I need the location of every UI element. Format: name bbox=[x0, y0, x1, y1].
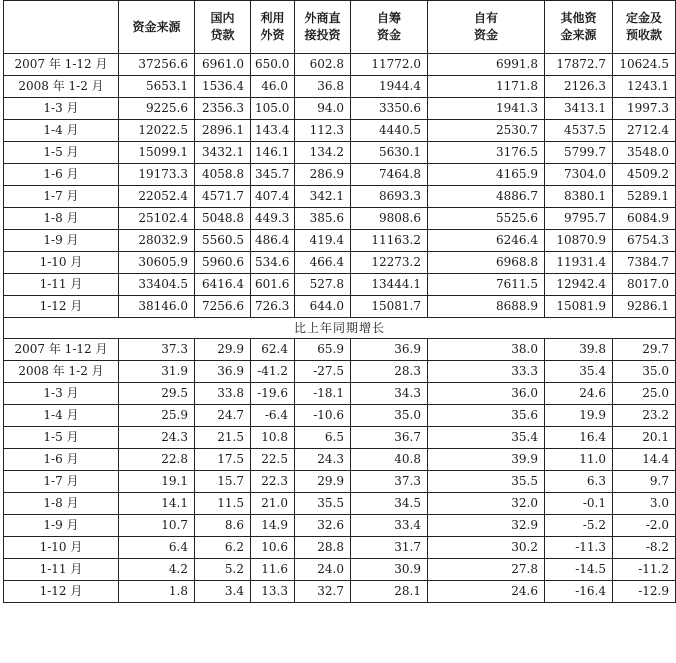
table-cell: 28.1 bbox=[351, 581, 428, 603]
table-cell: 6.5 bbox=[295, 427, 351, 449]
table-cell: 62.4 bbox=[251, 339, 295, 361]
table-cell: 407.4 bbox=[251, 186, 295, 208]
table-cell: 9286.1 bbox=[613, 296, 676, 318]
row-label: 1-5 月 bbox=[4, 142, 119, 164]
table-cell: 29.9 bbox=[295, 471, 351, 493]
table-body-growth bbox=[4, 339, 676, 603]
table-row bbox=[4, 186, 676, 208]
table-cell: 11.5 bbox=[195, 493, 251, 515]
table-cell: 601.6 bbox=[251, 274, 295, 296]
table-cell: 5525.6 bbox=[428, 208, 545, 230]
row-label: 1-9 月 bbox=[4, 515, 119, 537]
table-cell: 1944.4 bbox=[351, 76, 428, 98]
table-cell: 35.0 bbox=[613, 361, 676, 383]
table-cell: 14.1 bbox=[119, 493, 195, 515]
table-row bbox=[4, 120, 676, 142]
row-label: 1-12 月 bbox=[4, 581, 119, 603]
table-row bbox=[4, 208, 676, 230]
row-label: 2008 年 1-2 月 bbox=[4, 361, 119, 383]
table-cell: 7384.7 bbox=[613, 252, 676, 274]
table-row bbox=[4, 296, 676, 318]
row-label: 1-7 月 bbox=[4, 186, 119, 208]
table-cell: 38146.0 bbox=[119, 296, 195, 318]
row-label: 1-7 月 bbox=[4, 471, 119, 493]
table-cell: 9225.6 bbox=[119, 98, 195, 120]
table-body-totals bbox=[4, 54, 676, 318]
table-cell: 39.8 bbox=[545, 339, 613, 361]
row-label: 1-9 月 bbox=[4, 230, 119, 252]
table-cell: 2712.4 bbox=[613, 120, 676, 142]
table-cell: 419.4 bbox=[295, 230, 351, 252]
header-cell: 利用 外资 bbox=[251, 1, 295, 54]
table-cell: 32.7 bbox=[295, 581, 351, 603]
table-cell: 32.0 bbox=[428, 493, 545, 515]
table-cell: 345.7 bbox=[251, 164, 295, 186]
table-cell: 7304.0 bbox=[545, 164, 613, 186]
table-cell: 35.5 bbox=[428, 471, 545, 493]
table-cell: 22.3 bbox=[251, 471, 295, 493]
table-cell: 21.0 bbox=[251, 493, 295, 515]
table-cell: 25.9 bbox=[119, 405, 195, 427]
table-cell: 24.3 bbox=[119, 427, 195, 449]
section-row bbox=[4, 318, 676, 339]
table-cell: 3350.6 bbox=[351, 98, 428, 120]
table-cell: 6084.9 bbox=[613, 208, 676, 230]
table-cell: 21.5 bbox=[195, 427, 251, 449]
table-cell: 3548.0 bbox=[613, 142, 676, 164]
table-cell: 17872.7 bbox=[545, 54, 613, 76]
header-cell bbox=[4, 1, 119, 54]
row-label: 1-6 月 bbox=[4, 164, 119, 186]
table-cell: 25102.4 bbox=[119, 208, 195, 230]
table-cell: 19.9 bbox=[545, 405, 613, 427]
table-cell: -11.2 bbox=[613, 559, 676, 581]
data-table bbox=[3, 0, 676, 603]
table-cell: 10.7 bbox=[119, 515, 195, 537]
table-cell: 449.3 bbox=[251, 208, 295, 230]
header-cell: 资金来源 bbox=[119, 1, 195, 54]
table-cell: 5048.8 bbox=[195, 208, 251, 230]
table-cell: 1536.4 bbox=[195, 76, 251, 98]
table-cell: 10870.9 bbox=[545, 230, 613, 252]
table-cell: 36.7 bbox=[351, 427, 428, 449]
table-cell: 33404.5 bbox=[119, 274, 195, 296]
table-cell: 32.9 bbox=[428, 515, 545, 537]
table-cell: 34.5 bbox=[351, 493, 428, 515]
header-cell: 自有 资金 bbox=[428, 1, 545, 54]
table-cell: 13.3 bbox=[251, 581, 295, 603]
table-cell: 650.0 bbox=[251, 54, 295, 76]
table-cell: 1997.3 bbox=[613, 98, 676, 120]
table-cell: 24.6 bbox=[428, 581, 545, 603]
table-cell: -12.9 bbox=[613, 581, 676, 603]
table-cell: 726.3 bbox=[251, 296, 295, 318]
row-label: 2008 年 1-2 月 bbox=[4, 76, 119, 98]
table-cell: 2126.3 bbox=[545, 76, 613, 98]
table-cell: 4440.5 bbox=[351, 120, 428, 142]
table-cell: 146.1 bbox=[251, 142, 295, 164]
table-cell: 34.3 bbox=[351, 383, 428, 405]
row-label: 1-8 月 bbox=[4, 493, 119, 515]
table-cell: 2896.1 bbox=[195, 120, 251, 142]
table-cell: 3.0 bbox=[613, 493, 676, 515]
table-cell: 22.5 bbox=[251, 449, 295, 471]
table-cell: 28.3 bbox=[351, 361, 428, 383]
table-cell: 35.6 bbox=[428, 405, 545, 427]
table-cell: 32.6 bbox=[295, 515, 351, 537]
table-cell: 8688.9 bbox=[428, 296, 545, 318]
table-cell: -2.0 bbox=[613, 515, 676, 537]
table-row bbox=[4, 164, 676, 186]
table-cell: 4.2 bbox=[119, 559, 195, 581]
table-cell: 30605.9 bbox=[119, 252, 195, 274]
table-cell: 22.8 bbox=[119, 449, 195, 471]
table-row bbox=[4, 383, 676, 405]
table-cell: 35.4 bbox=[545, 361, 613, 383]
table-cell: -10.6 bbox=[295, 405, 351, 427]
table-cell: 30.2 bbox=[428, 537, 545, 559]
table-cell: 6246.4 bbox=[428, 230, 545, 252]
section-title: 比上年同期增长 bbox=[4, 318, 676, 339]
table-cell: 2356.3 bbox=[195, 98, 251, 120]
row-label: 1-8 月 bbox=[4, 208, 119, 230]
table-cell: 7611.5 bbox=[428, 274, 545, 296]
table-cell: 37.3 bbox=[119, 339, 195, 361]
table-cell: 29.7 bbox=[613, 339, 676, 361]
table-cell: 385.6 bbox=[295, 208, 351, 230]
table-cell: 9808.6 bbox=[351, 208, 428, 230]
table-cell: 143.4 bbox=[251, 120, 295, 142]
table-cell: 5289.1 bbox=[613, 186, 676, 208]
header-cell: 国内 贷款 bbox=[195, 1, 251, 54]
table-cell: 36.8 bbox=[295, 76, 351, 98]
table-cell: 33.4 bbox=[351, 515, 428, 537]
row-label: 1-4 月 bbox=[4, 120, 119, 142]
table-cell: 24.6 bbox=[545, 383, 613, 405]
table-row bbox=[4, 339, 676, 361]
table-row bbox=[4, 252, 676, 274]
table-cell: 22052.4 bbox=[119, 186, 195, 208]
table-row bbox=[4, 581, 676, 603]
table-cell: 46.0 bbox=[251, 76, 295, 98]
table-cell: 14.4 bbox=[613, 449, 676, 471]
table-cell: 29.5 bbox=[119, 383, 195, 405]
table-cell: 4509.2 bbox=[613, 164, 676, 186]
table-cell: 6754.3 bbox=[613, 230, 676, 252]
table-cell: 5960.6 bbox=[195, 252, 251, 274]
table-cell: 20.1 bbox=[613, 427, 676, 449]
table-cell: 6968.8 bbox=[428, 252, 545, 274]
table-cell: 40.8 bbox=[351, 449, 428, 471]
table-cell: 3432.1 bbox=[195, 142, 251, 164]
table-cell: 25.0 bbox=[613, 383, 676, 405]
table-cell: 486.4 bbox=[251, 230, 295, 252]
table-row bbox=[4, 76, 676, 98]
table-row bbox=[4, 515, 676, 537]
table-cell: 4058.8 bbox=[195, 164, 251, 186]
table-cell: 15081.7 bbox=[351, 296, 428, 318]
table-cell: 6.3 bbox=[545, 471, 613, 493]
row-label: 1-12 月 bbox=[4, 296, 119, 318]
table-cell: 28032.9 bbox=[119, 230, 195, 252]
table-cell: -14.5 bbox=[545, 559, 613, 581]
table-cell: 5.2 bbox=[195, 559, 251, 581]
table-cell: 31.9 bbox=[119, 361, 195, 383]
table-cell: 36.9 bbox=[195, 361, 251, 383]
table-cell: 12942.4 bbox=[545, 274, 613, 296]
table-cell: 11.6 bbox=[251, 559, 295, 581]
table-cell: 12022.5 bbox=[119, 120, 195, 142]
table-cell: 5799.7 bbox=[545, 142, 613, 164]
table-cell: -5.2 bbox=[545, 515, 613, 537]
table-cell: 24.7 bbox=[195, 405, 251, 427]
table-cell: 1243.1 bbox=[613, 76, 676, 98]
table-cell: 5560.5 bbox=[195, 230, 251, 252]
table-cell: 28.8 bbox=[295, 537, 351, 559]
table-row bbox=[4, 427, 676, 449]
table-row bbox=[4, 537, 676, 559]
table-cell: 29.9 bbox=[195, 339, 251, 361]
table-cell: 2530.7 bbox=[428, 120, 545, 142]
table-cell: 7464.8 bbox=[351, 164, 428, 186]
table-cell: 19173.3 bbox=[119, 164, 195, 186]
row-label: 1-10 月 bbox=[4, 537, 119, 559]
row-label: 1-3 月 bbox=[4, 98, 119, 120]
row-label: 1-6 月 bbox=[4, 449, 119, 471]
table-cell: 4537.5 bbox=[545, 120, 613, 142]
table-cell: -6.4 bbox=[251, 405, 295, 427]
row-label: 1-5 月 bbox=[4, 427, 119, 449]
table-row bbox=[4, 98, 676, 120]
table-cell: 105.0 bbox=[251, 98, 295, 120]
table-cell: 5653.1 bbox=[119, 76, 195, 98]
table-cell: 6.2 bbox=[195, 537, 251, 559]
table-cell: 3.4 bbox=[195, 581, 251, 603]
table-cell: 11931.4 bbox=[545, 252, 613, 274]
header-row bbox=[4, 1, 676, 54]
table-cell: 1941.3 bbox=[428, 98, 545, 120]
table-cell: -16.4 bbox=[545, 581, 613, 603]
table-cell: 36.0 bbox=[428, 383, 545, 405]
table-cell: -0.1 bbox=[545, 493, 613, 515]
table-cell: 286.9 bbox=[295, 164, 351, 186]
table-cell: -11.3 bbox=[545, 537, 613, 559]
table-cell: 31.7 bbox=[351, 537, 428, 559]
table-cell: 3176.5 bbox=[428, 142, 545, 164]
table-cell: 4886.7 bbox=[428, 186, 545, 208]
table-row bbox=[4, 493, 676, 515]
table-row bbox=[4, 471, 676, 493]
table-cell: 112.3 bbox=[295, 120, 351, 142]
header-cell: 其他资 金来源 bbox=[545, 1, 613, 54]
row-label: 2007 年 1-12 月 bbox=[4, 339, 119, 361]
table-cell: 4165.9 bbox=[428, 164, 545, 186]
table-cell: 11772.0 bbox=[351, 54, 428, 76]
table-cell: 10.8 bbox=[251, 427, 295, 449]
table-cell: 24.3 bbox=[295, 449, 351, 471]
table-cell: -19.6 bbox=[251, 383, 295, 405]
table-cell: 6416.4 bbox=[195, 274, 251, 296]
table-cell: 94.0 bbox=[295, 98, 351, 120]
table-row bbox=[4, 449, 676, 471]
table-cell: -27.5 bbox=[295, 361, 351, 383]
table-cell: 6991.8 bbox=[428, 54, 545, 76]
table-cell: 9.7 bbox=[613, 471, 676, 493]
table-row bbox=[4, 405, 676, 427]
table-row bbox=[4, 559, 676, 581]
table-cell: 35.5 bbox=[295, 493, 351, 515]
table-cell: 23.2 bbox=[613, 405, 676, 427]
table-cell: 466.4 bbox=[295, 252, 351, 274]
table-row bbox=[4, 142, 676, 164]
table-cell: 37256.6 bbox=[119, 54, 195, 76]
table-row bbox=[4, 54, 676, 76]
table-cell: 39.9 bbox=[428, 449, 545, 471]
table-cell: 5630.1 bbox=[351, 142, 428, 164]
table-cell: 16.4 bbox=[545, 427, 613, 449]
table-cell: 8693.3 bbox=[351, 186, 428, 208]
table-cell: 8017.0 bbox=[613, 274, 676, 296]
table-cell: 17.5 bbox=[195, 449, 251, 471]
table-cell: 33.8 bbox=[195, 383, 251, 405]
row-label: 1-11 月 bbox=[4, 274, 119, 296]
row-label: 1-10 月 bbox=[4, 252, 119, 274]
header-cell: 外商直 接投资 bbox=[295, 1, 351, 54]
table-cell: 342.1 bbox=[295, 186, 351, 208]
table-cell: 6.4 bbox=[119, 537, 195, 559]
table-cell: 134.2 bbox=[295, 142, 351, 164]
table-cell: 14.9 bbox=[251, 515, 295, 537]
table-cell: 30.9 bbox=[351, 559, 428, 581]
header-cell: 定金及 预收款 bbox=[613, 1, 676, 54]
table-cell: 10624.5 bbox=[613, 54, 676, 76]
table-cell: 24.0 bbox=[295, 559, 351, 581]
table-cell: 602.8 bbox=[295, 54, 351, 76]
table-cell: 65.9 bbox=[295, 339, 351, 361]
table-cell: 10.6 bbox=[251, 537, 295, 559]
table-cell: 11.0 bbox=[545, 449, 613, 471]
table-cell: 6961.0 bbox=[195, 54, 251, 76]
table-cell: 11163.2 bbox=[351, 230, 428, 252]
table-cell: 35.0 bbox=[351, 405, 428, 427]
table-row bbox=[4, 274, 676, 296]
row-label: 1-3 月 bbox=[4, 383, 119, 405]
table-cell: 35.4 bbox=[428, 427, 545, 449]
table-row bbox=[4, 230, 676, 252]
table-cell: 19.1 bbox=[119, 471, 195, 493]
table-cell: 36.9 bbox=[351, 339, 428, 361]
table-section-divider bbox=[4, 318, 676, 339]
table-cell: 12273.2 bbox=[351, 252, 428, 274]
table-cell: 7256.6 bbox=[195, 296, 251, 318]
header-cell: 自筹 资金 bbox=[351, 1, 428, 54]
table-cell: 1.8 bbox=[119, 581, 195, 603]
table-cell: 13444.1 bbox=[351, 274, 428, 296]
table-cell: 9795.7 bbox=[545, 208, 613, 230]
row-label: 1-4 月 bbox=[4, 405, 119, 427]
table-cell: 4571.7 bbox=[195, 186, 251, 208]
table-cell: 15.7 bbox=[195, 471, 251, 493]
table-cell: 8.6 bbox=[195, 515, 251, 537]
table-cell: 38.0 bbox=[428, 339, 545, 361]
table-cell: 15099.1 bbox=[119, 142, 195, 164]
table-cell: -18.1 bbox=[295, 383, 351, 405]
table-cell: 527.8 bbox=[295, 274, 351, 296]
table-cell: 3413.1 bbox=[545, 98, 613, 120]
row-label: 1-11 月 bbox=[4, 559, 119, 581]
table-cell: 644.0 bbox=[295, 296, 351, 318]
table-cell: 27.8 bbox=[428, 559, 545, 581]
table-cell: 33.3 bbox=[428, 361, 545, 383]
table-cell: 8380.1 bbox=[545, 186, 613, 208]
table-row bbox=[4, 361, 676, 383]
table-cell: -8.2 bbox=[613, 537, 676, 559]
table-cell: -41.2 bbox=[251, 361, 295, 383]
table-cell: 37.3 bbox=[351, 471, 428, 493]
table-cell: 15081.9 bbox=[545, 296, 613, 318]
table-cell: 1171.8 bbox=[428, 76, 545, 98]
row-label: 2007 年 1-12 月 bbox=[4, 54, 119, 76]
table-cell: 534.6 bbox=[251, 252, 295, 274]
